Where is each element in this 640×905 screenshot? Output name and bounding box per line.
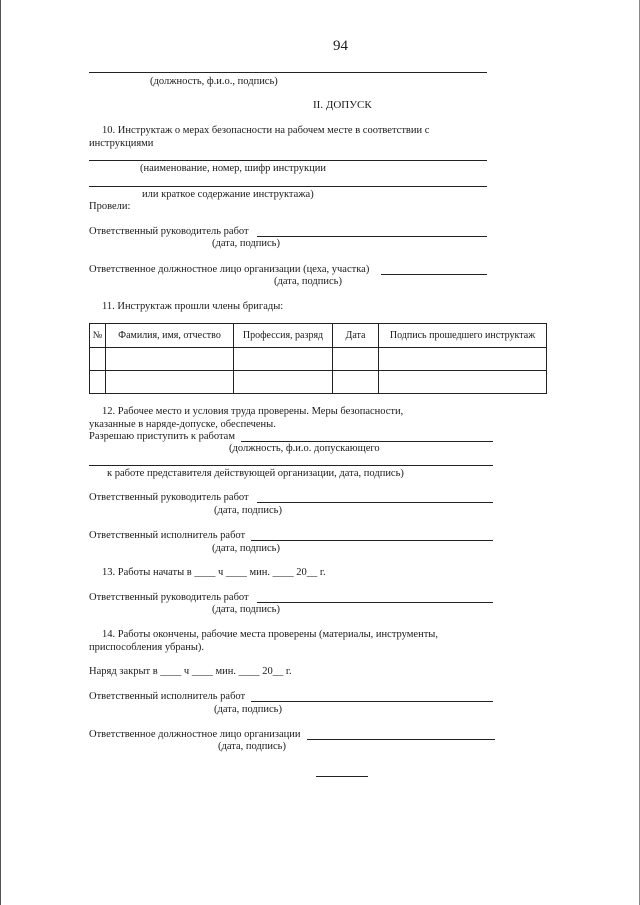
table-cell	[333, 371, 379, 394]
resp-executor-label: Ответственный исполнитель работ	[89, 691, 246, 702]
table-cell	[234, 371, 333, 394]
instruction-line-2	[89, 186, 487, 187]
resp-manager-line	[257, 502, 493, 503]
closing-rule	[316, 776, 368, 777]
table-cell	[106, 348, 234, 371]
table-cell	[333, 348, 379, 371]
date-sign-caption: (дата, подпись)	[212, 543, 280, 554]
table-row	[90, 371, 547, 394]
header-number: №	[90, 324, 106, 348]
date-sign-caption: (дата, подпись)	[214, 704, 282, 715]
table-cell	[379, 348, 547, 371]
signature-caption: (должность, ф.и.о., подпись)	[150, 76, 278, 87]
item10-line1: 10. Инструктаж о мерах безопасности на рабочем месте в соответствии с	[102, 125, 430, 136]
allow-line-2	[89, 465, 493, 466]
header-full-name: Фамилия, имя, отчество	[106, 324, 234, 348]
table-header-row	[90, 324, 547, 348]
date-sign-caption: (дата, подпись)	[212, 238, 280, 249]
header-signature: Подпись прошедшего инструктаж	[379, 324, 547, 348]
table-row	[90, 348, 547, 371]
conducted-label: Провели:	[89, 201, 131, 212]
item12-line2: указанные в наряде-допуске, обеспечены.	[89, 419, 276, 430]
resp-official-line	[307, 739, 495, 740]
instruction-caption-2: или краткое содержание инструктажа)	[142, 189, 314, 200]
header-profession: Профессия, разряд	[234, 324, 333, 348]
page-number: 94	[333, 38, 348, 54]
table-cell	[379, 371, 547, 394]
allow-line	[241, 441, 493, 442]
table-cell	[90, 371, 106, 394]
resp-official-line	[381, 274, 487, 275]
signature-line	[89, 72, 487, 73]
header-date: Дата	[333, 324, 379, 348]
resp-manager-line	[257, 602, 493, 603]
instruction-caption-1: (наименование, номер, шифр инструкции	[140, 163, 326, 174]
resp-official-label: Ответственное должностное лицо организации	[89, 729, 301, 740]
allow-caption-1: (должность, ф.и.о. допускающего	[229, 443, 380, 454]
resp-manager-label: Ответственный руководитель работ	[89, 226, 249, 237]
item14-line1: 14. Работы окончены, рабочие места проверены (материалы, инструменты,	[102, 629, 438, 640]
allow-caption-2: к работе представителя действующей организации, дата, подпись)	[107, 468, 404, 479]
resp-manager-line	[257, 236, 487, 237]
section-title: II. ДОПУСК	[313, 99, 372, 111]
date-sign-caption: (дата, подпись)	[214, 505, 282, 516]
item11-title: 11. Инструктаж прошли члены бригады:	[102, 301, 284, 312]
table-cell	[90, 348, 106, 371]
allow-label: Разрешаю приступить к работам	[89, 431, 235, 442]
item10-line2: инструкциями	[89, 138, 154, 149]
date-sign-caption: (дата, подпись)	[274, 276, 342, 287]
table-cell	[234, 348, 333, 371]
resp-executor-line	[251, 701, 493, 702]
date-sign-caption: (дата, подпись)	[212, 604, 280, 615]
table-cell	[106, 371, 234, 394]
item14-line2: приспособления убраны).	[89, 642, 205, 653]
brigade-table	[89, 323, 547, 394]
instruction-line-1	[89, 160, 487, 161]
resp-executor-label: Ответственный исполнитель работ	[89, 530, 246, 541]
resp-manager-label: Ответственный руководитель работ	[89, 492, 249, 503]
resp-manager-label: Ответственный руководитель работ	[89, 592, 249, 603]
item12-line1: 12. Рабочее место и условия труда проверены. Меры безопасности,	[102, 406, 404, 417]
resp-executor-line	[251, 540, 493, 541]
order-closed-text: Наряд закрыт в ____ ч ____ мин. ____ 20__ г.	[89, 666, 292, 677]
resp-official-label: Ответственное должностное лицо организации (цеха, участка)	[89, 264, 370, 275]
work-started-text: 13. Работы начаты в ____ ч ____ мин. ____ 20__ г.	[102, 567, 326, 578]
date-sign-caption: (дата, подпись)	[218, 741, 286, 752]
